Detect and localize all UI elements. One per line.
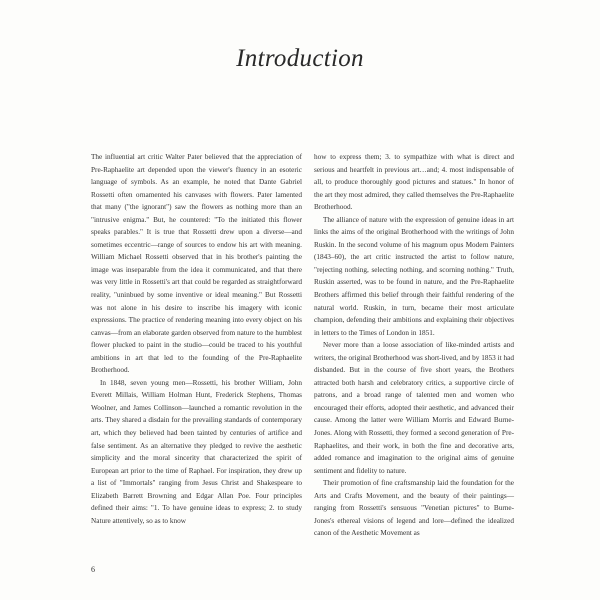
chapter-title: Introduction <box>236 45 364 72</box>
paragraph: The influential art critic Walter Pater believed that the appreciation of Pre-Raphaelite art depended upon the viewer's fluency in an esoteric language of symbols. As an example, he noted that Dante Gabriel Rossetti often ornamented his canvases with flowers. Pater lamented that many ("the ignorant") saw the flowers as nothing more than an "intrusive enigma." But, he countered: "To the initiated this flower speaks parables." It is true that Rossetti drew upon a diverse—and sometimes eccentric—range of sources to endow his art with meaning. William Michael Rossetti observed that in his brother's painting the image was inseparable from the idea it communicated, and that there was very little in Rossetti's art that could be regarded as straightforward reality, "uninbued by some inventive or ideal meaning." But Rossetti was not alone in his desire to inscribe his imagery with iconic expressions. The practice of rendering meaning into every object on his canvas—from an elaborate garden observed from nature to the humblest flower plucked to paint in the studio—could be traced to his youthful ambitions in art that led to the founding of the Pre-Raphaelite Brotherhood. <box>91 153 302 375</box>
text-column-right <box>314 151 514 540</box>
paragraph: Never more than a loose association of like-minded artists and writers, the original Brotherhood was short-lived, and by 1853 it had disbanded. But in the course of five short years, the Brothers attracted both harsh and celebratory critics, a supportive circle of patrons, and a broad range of talented men and women who encouraged their efforts, adopted their aesthetic, and advanced their cause. Among the latter were William Morris and Edward Burne-Jones. Along with Rossetti, they formed a second generation of Pre-Raphaelites, and their work, in both the fine and decorative arts, added romance and imagination to the original aims of genuine sentiment and fidelity to nature. <box>314 341 514 475</box>
paragraph: Their promotion of fine craftsmanship laid the foundation for the Arts and Crafts Movement, and the beauty of their paintings—ranging from Rossetti's sensuous "Venetian pictures" to Burne-Jones's ethereal visions of legend and lore—defined the idealized canon of the Aesthetic Movement as <box>314 479 514 538</box>
paragraph: how to express them; 3. to sympathize with what is direct and serious and heartfelt in previous art…and; 4. most indispensable of all, to produce thoroughly good pictures and statues." In honor of the art they most admired, they called themselves the Pre-Raphaelite Brotherhood. <box>314 153 514 212</box>
paragraph: In 1848, seven young men—Rossetti, his brother William, John Everett Millais, William Holman Hunt, Frederick Stephens, Thomas Woolner, and James Collinson—launched a romantic revolution in the arts. They shared a disdain for the prevailing standards of contemporary art, which they believed had been tainted by centuries of artifice and false sentiment. As an alternative they pledged to revive the aesthetic simplicity and the moral sincerity that characterized the spirit of European art prior to the time of Raphael. For inspiration, they drew up a list of "Immortals" ranging from Jesus Christ and Shakespeare to Elizabeth Barrett Browning and Edgar Allan Poe. Four principles defined their aims: "1. To have genuine ideas to express; 2. to study Nature attentively, so as to know <box>91 378 302 525</box>
text-column-left <box>91 151 302 527</box>
paragraph: The alliance of nature with the expression of genuine ideas in art links the aims of the original Brotherhood with the writings of John Ruskin. In the second volume of his magnum opus Modern Painters (1843–60), the art critic instructed the artist to follow nature, "rejecting nothing, selecting nothing, and scorning nothing." Truth, Ruskin asserted, was to be found in nature, and the Pre-Raphaelite Brothers affirmed this belief through their faithful rendering of the natural world. Ruskin, in turn, became their most articulate champion, defending their ambitions and explaining their objectives in letters to the Times of London in 1851. <box>314 215 514 337</box>
page-number: 6 <box>91 565 95 574</box>
